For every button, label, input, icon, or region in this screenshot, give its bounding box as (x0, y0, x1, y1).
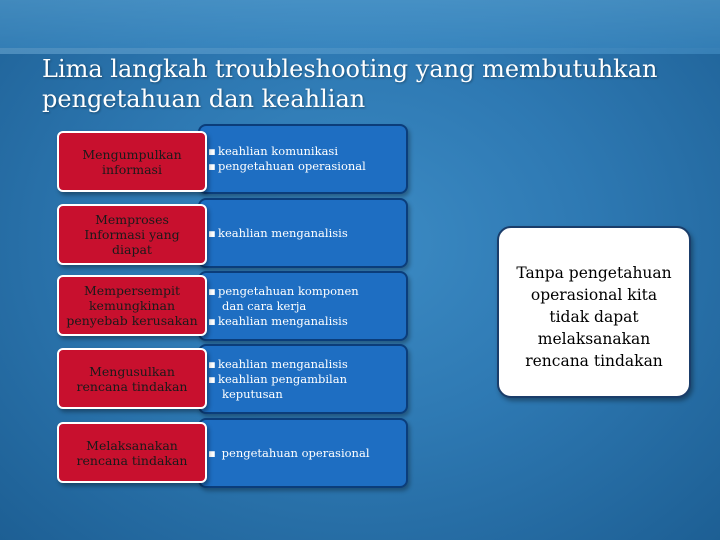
step-box-1 (57, 131, 207, 192)
detail-text: pengetahuan operasional (221, 445, 370, 460)
slide-title: Lima langkah troubleshooting yang membutuhkan pengetahuan dan keahlian (42, 55, 658, 113)
detail-item: keputusan (222, 386, 283, 401)
step-box-2 (57, 204, 207, 265)
detail-item (208, 284, 406, 299)
detail-text: keahlian pengambilan (218, 371, 347, 386)
detail-text: keahlian komunikasi (218, 144, 339, 158)
detail-box-2 (198, 198, 408, 268)
detail-item (208, 159, 406, 174)
detail-box-5 (198, 418, 408, 488)
detail-box-1 (198, 124, 408, 194)
step-box-4 (57, 348, 207, 409)
detail-box-3 (198, 271, 408, 341)
bullet-icon: ▪ (208, 159, 216, 173)
step-box-5 (57, 422, 207, 483)
detail-text: pengetahuan operasional (218, 159, 366, 173)
detail-item (208, 226, 406, 241)
detail-item (208, 314, 406, 329)
bullet-icon: ▪ (208, 225, 216, 240)
note-box: Tanpa pengetahuan operasional kita tidak dapat melaksanakan rencana tindakan (497, 226, 691, 398)
step-label: Memproses Informasi yang diapat (84, 212, 180, 257)
detail-item: dan cara kerja (222, 298, 307, 313)
step-label: Mengusulkan rencana tindakan (76, 363, 188, 394)
step-label: Mempersempit kemungkinan penyebab kerusakan (66, 283, 198, 328)
detail-item (208, 446, 406, 461)
detail-item (208, 372, 406, 387)
bullet-icon: ▪ (208, 356, 216, 371)
step-box-3 (57, 275, 207, 336)
detail-text: keahlian menganalisis (218, 356, 348, 371)
detail-item (208, 357, 406, 372)
detail-text: keahlian menganalisis (218, 225, 348, 240)
bullet-icon: ▪ (208, 313, 216, 328)
detail-item (208, 144, 406, 159)
detail-text: keahlian menganalisis (218, 313, 348, 328)
bullet-icon: ▪ (208, 283, 216, 298)
bullet-icon: ▪ (208, 144, 216, 158)
bullet-icon: ▪ (208, 371, 216, 386)
bullet-icon: ▪ (208, 445, 216, 460)
step-label: Melaksanakan rencana tindakan (76, 437, 188, 468)
detail-text: pengetahuan komponen (218, 283, 359, 298)
step-label: Mengumpulkan informasi (82, 146, 182, 177)
detail-box-4 (198, 344, 408, 414)
header-stripe (0, 0, 720, 54)
